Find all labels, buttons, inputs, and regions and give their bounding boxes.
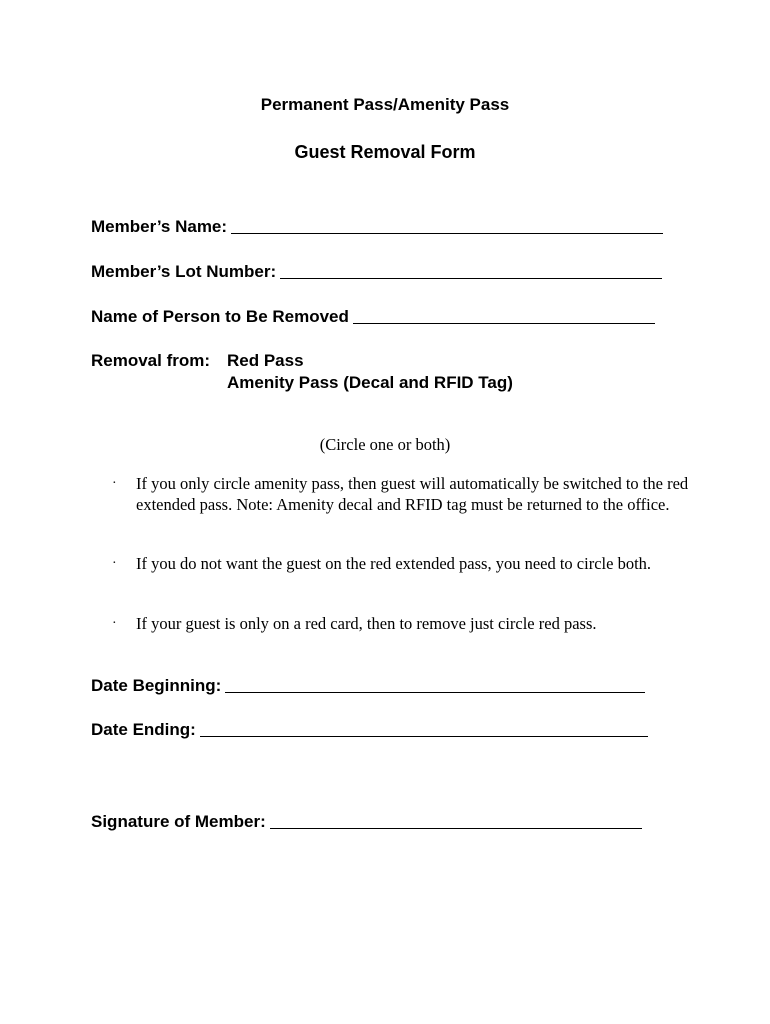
member-name-line[interactable]	[231, 233, 663, 234]
signature-label: Signature of Member:	[91, 812, 266, 831]
date-ending-field[interactable]	[91, 720, 648, 740]
signature-field[interactable]	[91, 812, 642, 832]
person-removed-label: Name of Person to Be Removed	[91, 307, 349, 326]
circle-instruction: (Circle one or both)	[319, 435, 451, 454]
note-amenity-only: If you only circle amenity pass, then guest will automatically be switched to the red extended pass. Note: Amenity decal and RFID tag must be returned to the office.	[136, 474, 689, 514]
date-beginning-line[interactable]	[225, 692, 645, 693]
date-ending-line[interactable]	[200, 736, 648, 737]
note-red-card: If your guest is only on a red card, then to remove just circle red pass.	[136, 614, 597, 633]
person-removed-line[interactable]	[353, 323, 655, 324]
bullet-marker: ·	[112, 616, 117, 631]
date-ending-label: Date Ending:	[91, 720, 196, 739]
form-subtitle: Guest Removal Form	[294, 142, 476, 162]
option-red-pass[interactable]: Red Pass	[227, 351, 304, 370]
bullet-marker: ·	[112, 476, 117, 491]
person-removed-field[interactable]	[91, 307, 655, 327]
bullet-marker: ·	[112, 556, 117, 571]
signature-line[interactable]	[270, 828, 642, 829]
date-beginning-label: Date Beginning:	[91, 676, 222, 695]
member-lot-line[interactable]	[280, 278, 662, 279]
member-lot-label: Member’s Lot Number:	[91, 262, 277, 281]
member-lot-field[interactable]	[91, 262, 662, 282]
date-beginning-field[interactable]	[91, 676, 645, 696]
form-title: Permanent Pass/Amenity Pass	[260, 95, 510, 114]
member-name-label: Member’s Name:	[91, 217, 228, 236]
note-circle-both: If you do not want the guest on the red extended pass, you need to circle both.	[136, 554, 652, 573]
option-amenity-pass[interactable]: Amenity Pass (Decal and RFID Tag)	[227, 373, 513, 392]
removal-label: Removal from:	[91, 351, 211, 370]
member-name-field[interactable]	[91, 217, 663, 237]
